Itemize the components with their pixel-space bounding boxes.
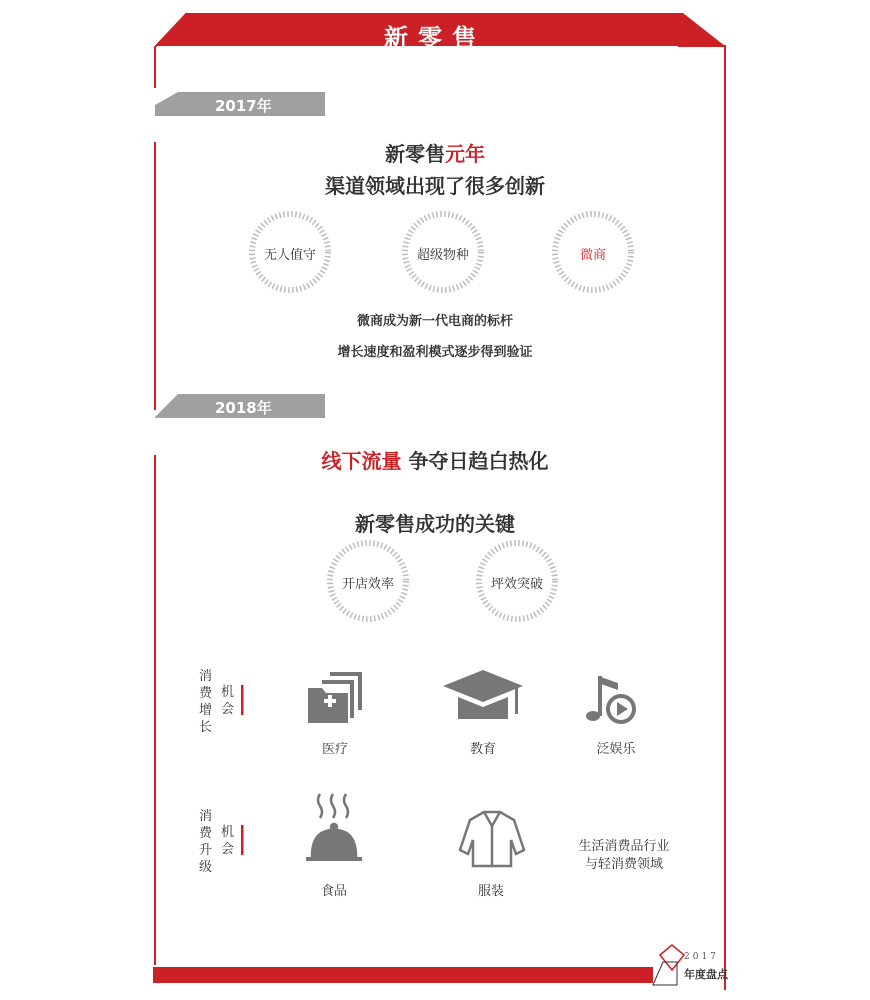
circle-label-pingxiao: 坪效突破 <box>490 577 543 592</box>
year-2017-label: 2017年 <box>215 97 272 115</box>
year-2018-label: 2018年 <box>215 399 272 417</box>
circle-label-kaidian: 开店效率 <box>341 577 394 592</box>
brand-year: 2017 <box>684 952 719 962</box>
headline-2017-highlight: 元年 <box>445 142 485 166</box>
circle-label-wuren: 无人值守 <box>263 248 316 263</box>
circle-label-weishang: 微商 <box>579 248 606 263</box>
headline-2018 <box>0 445 870 474</box>
upgrade-text-2: 与轻消费领域 <box>584 857 663 872</box>
category-medical: 医疗 <box>321 742 348 757</box>
upgrade-label-col1: 消 费 升 级 <box>199 809 213 875</box>
headline-2018-highlight: 线下流量 <box>321 449 402 473</box>
category-food: 食品 <box>320 884 347 899</box>
headline-2017-main: 新零售 <box>385 142 445 166</box>
headline-2017 <box>0 138 870 167</box>
circle-label-chaoji: 超级物种 <box>416 248 469 263</box>
food-cloche-icon <box>306 794 362 861</box>
graduation-cap-icon <box>443 670 523 719</box>
brand-text: 年度盘点 <box>684 968 728 981</box>
growth-label-col2: 机 会 <box>221 685 235 717</box>
music-play-icon <box>586 676 634 722</box>
category-education: 教育 <box>469 742 496 757</box>
footer-bar <box>153 967 653 983</box>
upgrade-text-1: 生活消费品行业 <box>578 839 670 854</box>
page-title: 新零售 <box>384 24 486 52</box>
growth-label-col1: 消 费 增 长 <box>199 669 213 735</box>
jacket-icon <box>460 812 524 866</box>
brand-logo <box>653 945 684 985</box>
key-title: 新零售成功的关键 <box>355 512 515 536</box>
note-line-2: 增长速度和盈利模式逐步得到验证 <box>337 345 533 360</box>
medical-icon <box>308 672 362 723</box>
upgrade-label-col2: 机 会 <box>221 825 235 857</box>
category-clothing: 服装 <box>477 884 504 899</box>
note-line-1: 微商成为新一代电商的标杆 <box>356 314 513 329</box>
headline-2018-main: 争夺日趋白热化 <box>408 449 549 473</box>
category-entertainment: 泛娱乐 <box>596 742 636 757</box>
subheadline-2017: 渠道领域出现了很多创新 <box>325 174 545 198</box>
